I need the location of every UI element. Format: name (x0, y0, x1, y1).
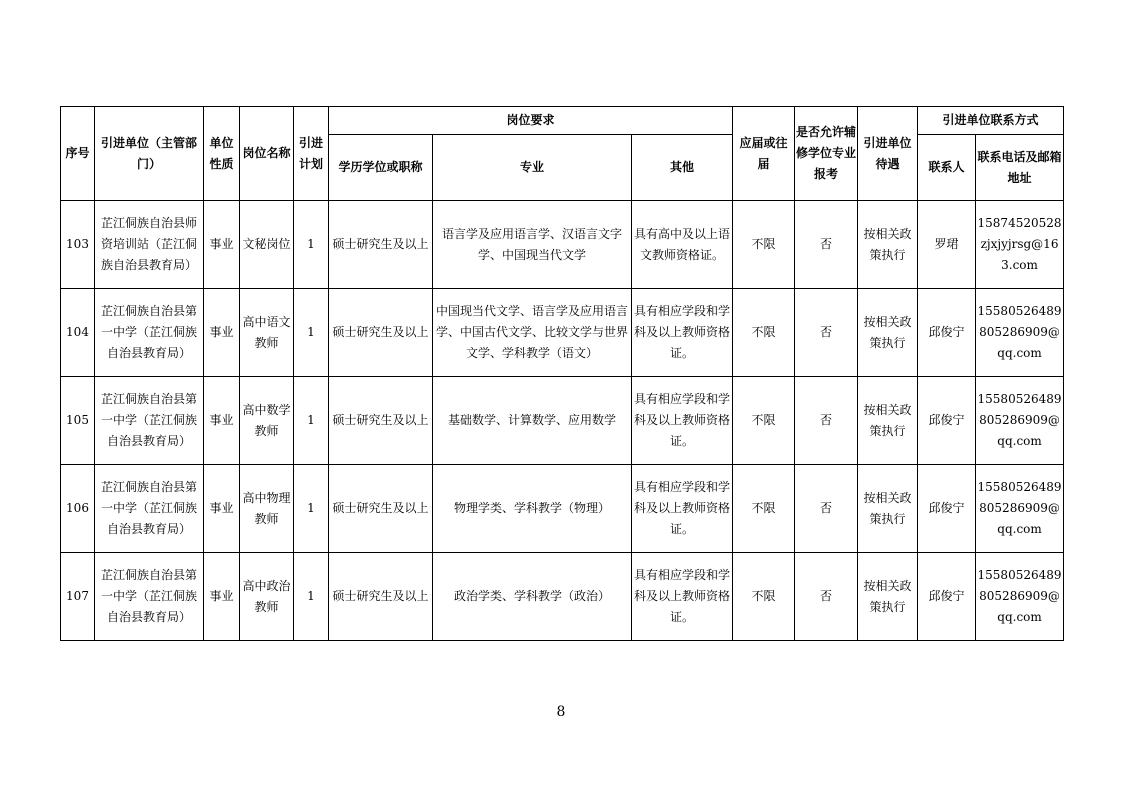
cell-plan: 1 (294, 201, 329, 289)
cell-treatment: 按相关政策执行 (858, 289, 918, 377)
header-plan: 引进计划 (294, 107, 329, 201)
cell-contact: 邱俊宁 (918, 553, 976, 641)
table-row (61, 201, 1064, 289)
cell-major: 物理学类、学科教学（物理） (433, 465, 632, 553)
header-fresh: 应届或往届 (733, 107, 795, 201)
cell-contact: 罗珺 (918, 201, 976, 289)
header-seq: 序号 (61, 107, 95, 201)
header-contact-info: 联系电话及邮箱地址 (976, 135, 1064, 201)
cell-seq: 107 (61, 553, 95, 641)
cell-minor: 否 (795, 465, 858, 553)
cell-treatment: 按相关政策执行 (858, 465, 918, 553)
cell-plan: 1 (294, 465, 329, 553)
header-contact-group: 引进单位联系方式 (918, 107, 1064, 135)
cell-nature: 事业 (204, 377, 240, 465)
header-row-1 (61, 107, 1064, 135)
cell-other: 具有高中及以上语文教师资格证。 (632, 201, 733, 289)
table-row (61, 377, 1064, 465)
cell-post: 高中语文教师 (240, 289, 294, 377)
cell-info: 15580526489805286909@qq.com (976, 377, 1064, 465)
cell-post: 高中物理教师 (240, 465, 294, 553)
cell-degree: 硕士研究生及以上 (329, 465, 433, 553)
cell-contact: 邱俊宁 (918, 289, 976, 377)
cell-fresh: 不限 (733, 553, 795, 641)
cell-nature: 事业 (204, 201, 240, 289)
cell-major: 语言学及应用语言学、汉语言文字学、中国现当代文学 (433, 201, 632, 289)
cell-minor: 否 (795, 289, 858, 377)
cell-degree: 硕士研究生及以上 (329, 201, 433, 289)
cell-nature: 事业 (204, 289, 240, 377)
cell-other: 具有相应学段和学科及以上教师资格证。 (632, 553, 733, 641)
header-degree: 学历学位或职称 (329, 135, 433, 201)
cell-degree: 硕士研究生及以上 (329, 289, 433, 377)
cell-fresh: 不限 (733, 377, 795, 465)
cell-contact: 邱俊宁 (918, 377, 976, 465)
cell-treatment: 按相关政策执行 (858, 553, 918, 641)
table-row (61, 289, 1064, 377)
table-row (61, 465, 1064, 553)
header-other: 其他 (632, 135, 733, 201)
cell-post: 文秘岗位 (240, 201, 294, 289)
header-treatment: 引进单位待遇 (858, 107, 918, 201)
cell-unit: 芷江侗族自治县第一中学（芷江侗族自治县教育局） (95, 553, 204, 641)
cell-nature: 事业 (204, 465, 240, 553)
cell-fresh: 不限 (733, 465, 795, 553)
cell-treatment: 按相关政策执行 (858, 201, 918, 289)
cell-plan: 1 (294, 377, 329, 465)
cell-unit: 芷江侗族自治县第一中学（芷江侗族自治县教育局） (95, 289, 204, 377)
cell-other: 具有相应学段和学科及以上教师资格证。 (632, 289, 733, 377)
cell-post: 高中数学教师 (240, 377, 294, 465)
cell-info: 15580526489805286909@qq.com (976, 465, 1064, 553)
cell-degree: 硕士研究生及以上 (329, 377, 433, 465)
cell-fresh: 不限 (733, 201, 795, 289)
header-minor: 是否允许辅修学位专业报考 (795, 107, 858, 201)
cell-degree: 硕士研究生及以上 (329, 553, 433, 641)
cell-treatment: 按相关政策执行 (858, 377, 918, 465)
cell-info: 15874520528zjxjyjrsg@163.com (976, 201, 1064, 289)
cell-major: 中国现当代文学、语言学及应用语言学、中国古代文学、比较文学与世界文学、学科教学（语文） (433, 289, 632, 377)
cell-info: 15580526489805286909@qq.com (976, 289, 1064, 377)
cell-minor: 否 (795, 201, 858, 289)
cell-seq: 105 (61, 377, 95, 465)
cell-post: 高中政治教师 (240, 553, 294, 641)
cell-major: 基础数学、计算数学、应用数学 (433, 377, 632, 465)
header-unit: 引进单位（主管部门） (95, 107, 204, 201)
table-row (61, 553, 1064, 641)
cell-major: 政治学类、学科教学（政治） (433, 553, 632, 641)
cell-unit: 芷江侗族自治县第一中学（芷江侗族自治县教育局） (95, 465, 204, 553)
cell-other: 具有相应学段和学科及以上教师资格证。 (632, 465, 733, 553)
header-contact-person: 联系人 (918, 135, 976, 201)
cell-seq: 106 (61, 465, 95, 553)
cell-seq: 104 (61, 289, 95, 377)
header-major: 专业 (433, 135, 632, 201)
cell-minor: 否 (795, 377, 858, 465)
header-post: 岗位名称 (240, 107, 294, 201)
page-number: 8 (556, 704, 566, 720)
cell-unit: 芷江侗族自治县师资培训站（芷江侗族自治县教育局） (95, 201, 204, 289)
cell-nature: 事业 (204, 553, 240, 641)
cell-unit: 芷江侗族自治县第一中学（芷江侗族自治县教育局） (95, 377, 204, 465)
recruitment-table (60, 106, 1064, 641)
cell-contact: 邱俊宁 (918, 465, 976, 553)
header-nature: 单位性质 (204, 107, 240, 201)
cell-fresh: 不限 (733, 289, 795, 377)
cell-seq: 103 (61, 201, 95, 289)
cell-minor: 否 (795, 553, 858, 641)
cell-plan: 1 (294, 289, 329, 377)
cell-plan: 1 (294, 553, 329, 641)
header-requirements: 岗位要求 (329, 107, 733, 135)
cell-info: 15580526489805286909@qq.com (976, 553, 1064, 641)
cell-other: 具有相应学段和学科及以上教师资格证。 (632, 377, 733, 465)
